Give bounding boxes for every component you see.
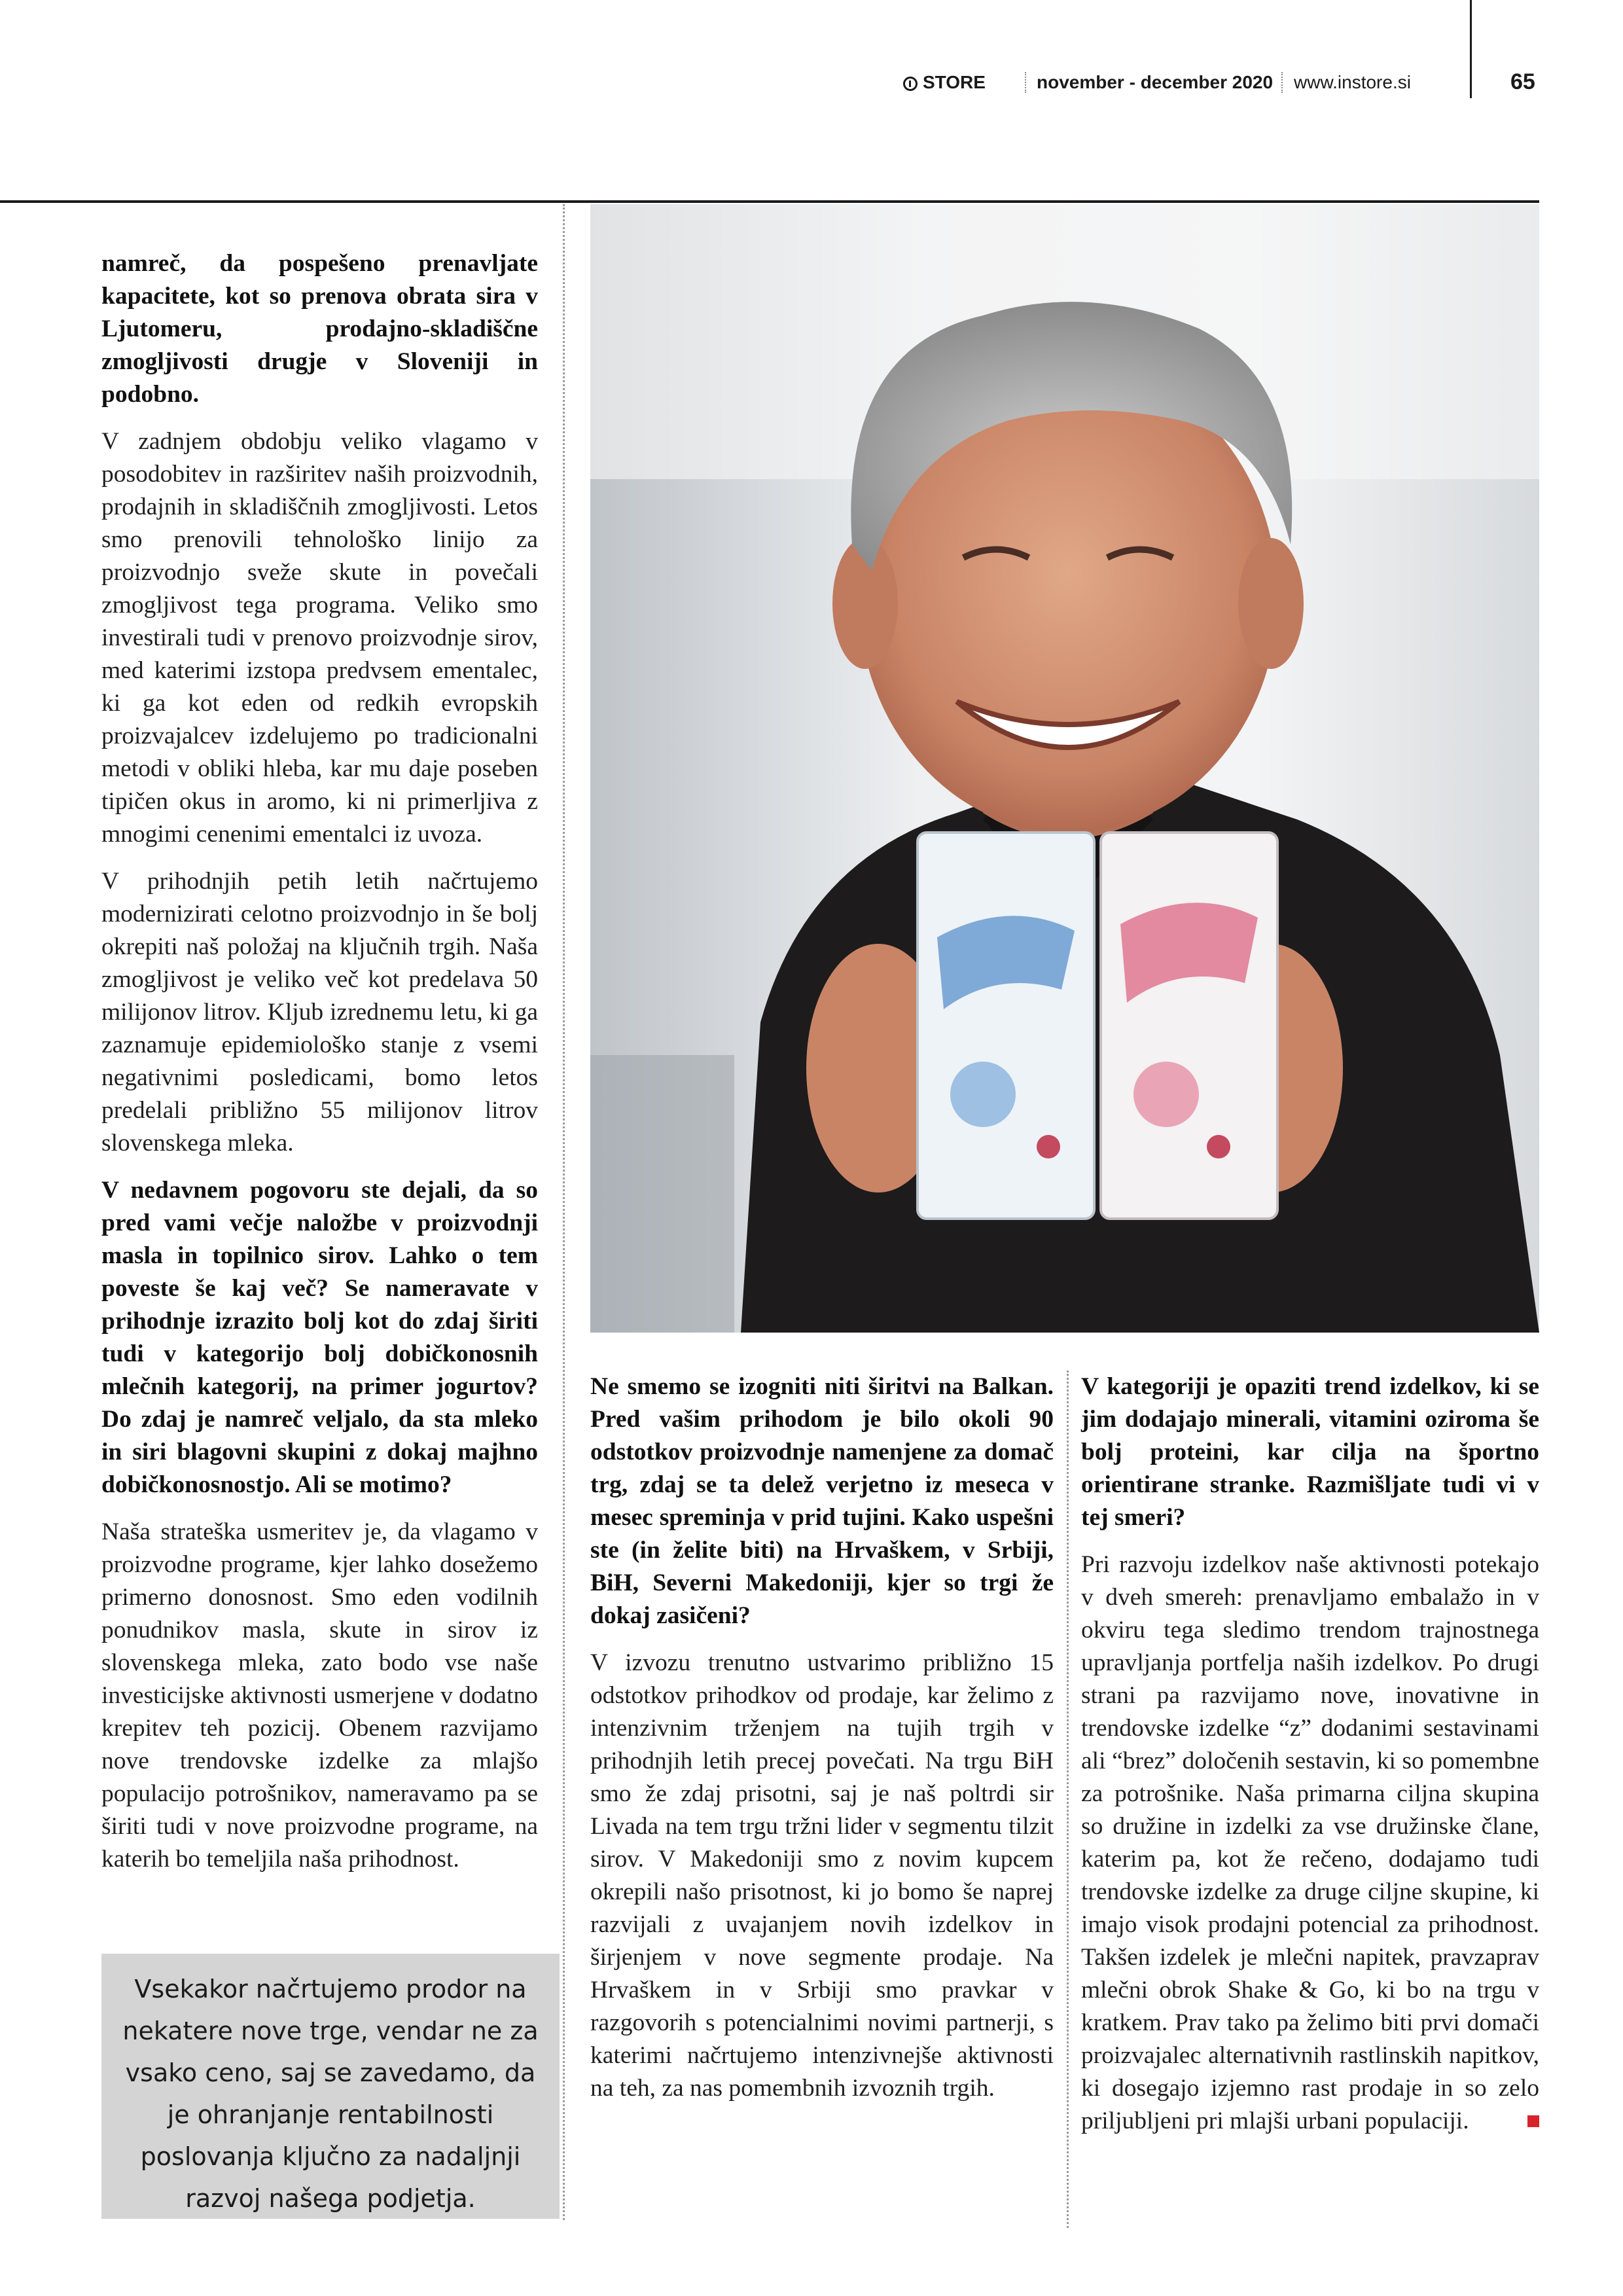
column-divider — [563, 204, 565, 2220]
end-of-article-mark — [1527, 2115, 1539, 2127]
page-number: 65 — [1510, 69, 1535, 94]
brand-name: STORE — [923, 72, 986, 92]
question-paragraph: Ne smemo se izogniti niti širitvi na Balkan. Pred vašim prihodom je bilo okoli 90 odstotkov proizvodnje namenjene za domač trg, zdaj se ta delež verjetno iz meseca v mesec spreminja v prid tujini. Kako uspešni ste (in želite biti) na Hrvaškem, v Srbiji, BiH, Severni Makedoniji, kjer so trgi že dokaj zasičeni? — [590, 1373, 1054, 1629]
page-header — [903, 65, 1544, 98]
answer-paragraph: V prihodnjih petih letih načrtujemo modernizirati celotno proizvodnjo in še bolj okrepiti naš položaj na ključnih trgih. Naša zmogljivost je veliko več kot predelava 50 milijonov litrov. Kljub izrednemu letu, ki ga zaznamuje epidemiološko stanje z vsemi negativnimi posledicami, bomo letos predelali približno 55 milijonov litrov slovenskega mleka. — [101, 868, 538, 1157]
answer-paragraph: V zadnjem obdobju veliko vlagamo v posodobitev in razširitev naših proizvodnih, prodajnih in skladiščnih zmogljivosti. Letos smo prenovili tehnološko linijo za proizvodnjo sveže skute in povečali zmogljivost tega programa. Veliko smo investirali tudi v prenovo proizvodnje sirov, med katerimi izstopa predvsem ementalec, ki ga kot eden od redkih evropskih proizvajalcev izdelujemo po tradicionalni metodi v obliki hleba, kar mu daje poseben tipičen okus in aromo, ki ni primerljiva z mnogimi cenenimi ementalci iz uvoza. — [101, 428, 538, 848]
magazine-brand — [903, 72, 986, 93]
answer-paragraph: Naša strateška usmeritev je, da vlagamo v proizvodne programe, kjer lahko dosežemo primerno donosnost. Smo eden vodilnih ponudnikov masla, skute in sirov iz slovenskega mleka, zato bodo vse naše investicijske aktivnosti usmerjene v dodatno krepitev teh pozicij. Obenem razvijamo nove trendovske izdelke za mlajšo populacijo potrošnikov, nameravamo pa se širiti tudi v nove proizvodne programe, na katerih bo temeljila naša prihodnost. — [101, 1518, 538, 1873]
issue-date: november - december 2020 — [1037, 72, 1274, 92]
website-link[interactable]: www.instore.si — [1294, 72, 1411, 92]
middle-column — [590, 1371, 1054, 2119]
header-separator — [1025, 72, 1026, 93]
question-paragraph: V nedavnem pogovoru ste dejali, da so pred vami večje naložbe v proizvodnji masla in topilnico sirov. Lahko o tem poveste še kaj več? Se nameravate v prihodnje izrazito bolj kot do zdaj širiti tudi v kategorijo bolj dobičkonosnih mlečnih kategorij, na primer jogurtov? Do zdaj je namreč veljalo, da sta mleko in siri blagovni skupini z dokaj majhno dobičkonosnostjo. Ali se motimo? — [101, 1177, 538, 1498]
question-paragraph: namreč, da pospešeno prenavljate kapacitete, kot so prenova obrata sira v Ljutomeru, prodajno-skladiščne zmogljivosti drugje v Sloveniji in podobno. — [101, 250, 538, 408]
answer-paragraph — [1081, 1549, 1539, 2138]
column-divider — [1067, 1371, 1069, 2228]
header-divider — [1470, 0, 1472, 98]
right-column — [1081, 1371, 1539, 2152]
top-rule — [0, 200, 1539, 203]
brand-logo-icon — [903, 77, 918, 91]
answer-text: Pri razvoju izdelkov naše aktivnosti potekajo v dveh smereh: prenavljamo embalažo in v okviru tega sledimo trendom trajnostnega upravljanja portfelja naših izdelkov. Po drugi strani pa razvijamo nove, inovativne in trendovske izdelke “z” dodanimi sestavinami ali “brez” določenih sestavin, ki so pomembne za potrošnike. Naša primarna ciljna skupina so družine in izdelki za vse družinske člane, katerim pa, kot že rečeno, dodajamo tudi trendovske izdelke za druge ciljne skupine, ki imajo visok prodajni potencial za prihodnost. Takšen izdelek je mlečni napitek, pravzaprav mlečni obrok Shake & Go, ki bo na trgu v kratkem. Prav tako pa želimo biti prvi domači proizvajalec alternativnih rastlinskih napitkov, ki dosegajo izjemno rast prodaje in so zelo priljubljeni pri mlajši urbani populaciji. — [1081, 1551, 1539, 2134]
question-paragraph: V kategoriji je opaziti trend izdelkov, ki se jim dodajajo minerali, vitamini oziroma še bolj proteini, kar cilja na športno orientirane stranke. Razmišljate tudi vi v tej smeri? — [1081, 1373, 1539, 1531]
header-separator — [1281, 72, 1283, 93]
interview-photo — [590, 204, 1539, 1333]
answer-paragraph: V izvozu trenutno ustvarimo približno 15 odstotkov prihodkov od prodaje, kar želimo z intenzivnim trženjem na tujih trgih v prihodnjih letih precej povečati. Na trgu BiH smo že zdaj prisotni, saj je naš poltrdi sir Livada na tem trgu tržni lider v segmentu tilzit sirov. V Makedoniji smo z novim kupcem okrepili našo prisotnost, ki jo bomo še naprej razvijali z uvajanjem novih izdelkov in širjenjem v nove segmente prodaje. Na Hrvaškem in v Srbiji smo pravkar v razgovorih s potencialnimi novimi partnerji, s katerimi načrtujemo intenzivnejše aktivnosti na teh, za nas pomembnih izvoznih trgih. — [590, 1649, 1054, 2102]
pull-quote: Vsekakor načrtujemo prodor na nekatere nove trge, vendar ne za vsako ceno, saj se zavedamo, da je ohranjanje rentabilnosti poslovanja ključno za nadaljnji razvoj našega podjetja. — [101, 1954, 560, 2219]
left-column — [101, 247, 538, 1890]
